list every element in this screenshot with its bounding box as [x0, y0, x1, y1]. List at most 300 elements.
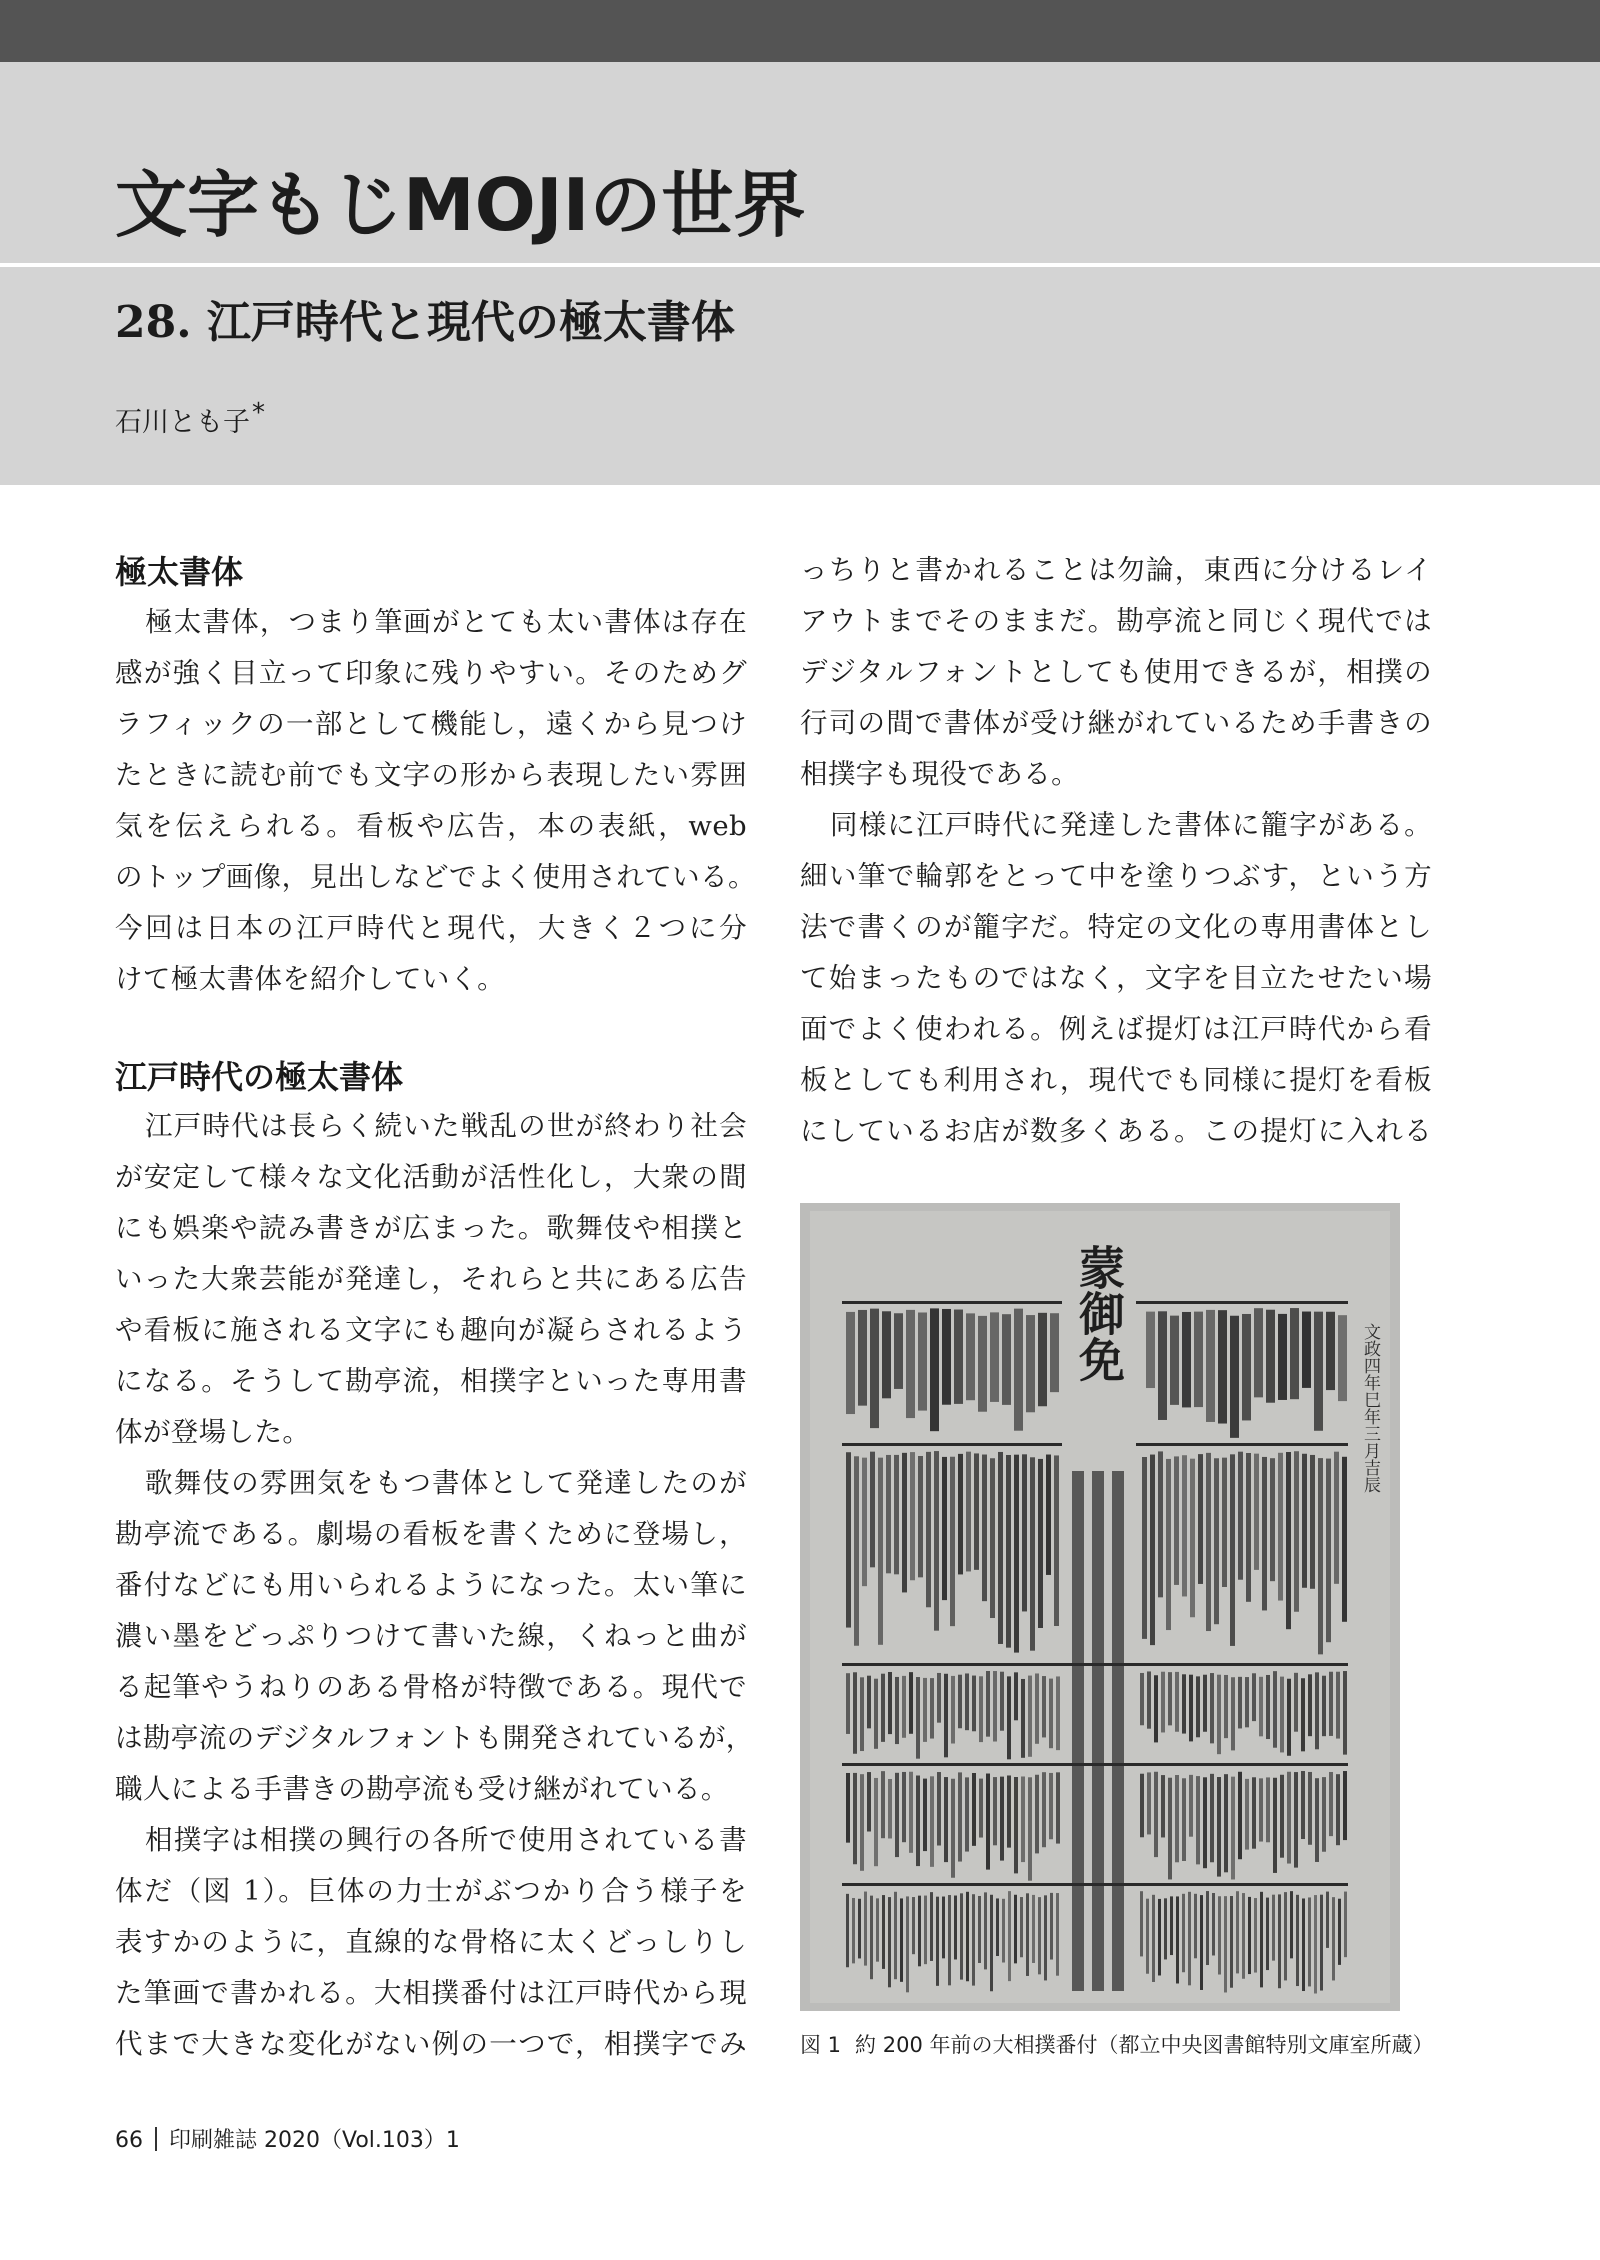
banzuke-text-column — [990, 1312, 999, 1402]
banzuke-text-column — [1314, 1895, 1317, 1993]
banzuke-text-column — [1334, 1452, 1339, 1584]
banzuke-text-column — [1182, 1674, 1186, 1733]
banzuke-text-column — [930, 1308, 939, 1431]
author-name: 石川とも子 — [115, 407, 250, 438]
banzuke-text-column — [1343, 1671, 1347, 1755]
banzuke-text-column — [858, 1310, 867, 1406]
banzuke-text-column — [978, 1896, 981, 1963]
banzuke-text-column — [944, 1777, 948, 1862]
banzuke-text-column — [870, 1452, 875, 1568]
banzuke-text-column — [1203, 1777, 1207, 1868]
banzuke-text-column — [870, 1309, 879, 1428]
paragraph-line: 体が登場した。 — [115, 1416, 311, 1448]
banzuke-text-column — [1161, 1775, 1165, 1837]
figure-caption — [800, 2030, 1432, 2060]
banzuke-text-column — [1342, 1457, 1347, 1622]
banzuke-text-column — [1007, 1676, 1011, 1759]
banzuke-text-column — [1175, 1672, 1179, 1732]
banzuke-image — [800, 1203, 1400, 2011]
paragraph-line: 表すかのように，直線的な骨格に太くどっしりし — [115, 1926, 747, 1958]
banzuke-text-column — [860, 1774, 864, 1871]
banzuke-text-column — [1254, 1454, 1259, 1570]
banzuke-text-column — [1336, 1774, 1340, 1845]
banzuke-text-column — [1252, 1673, 1256, 1721]
banzuke-text-column — [951, 1676, 955, 1744]
banzuke-text-column — [934, 1451, 939, 1631]
banzuke-text-column — [948, 1895, 951, 1985]
banzuke-text-column — [1245, 1779, 1249, 1850]
banzuke-text-column — [937, 1772, 941, 1845]
banzuke-rule — [842, 1663, 1348, 1666]
banzuke-text-column — [942, 1457, 947, 1600]
banzuke-text-column — [1168, 1778, 1172, 1880]
banzuke-text-column — [1343, 1771, 1347, 1840]
banzuke-text-column — [1170, 1896, 1173, 1955]
banzuke-text-column — [923, 1779, 927, 1851]
banzuke-text-column — [1344, 1892, 1347, 1958]
banzuke-text-column — [1301, 1678, 1305, 1751]
paragraph-line: 歌舞伎の雰囲気をもつ書体として発達したのが — [145, 1467, 747, 1499]
figure-sumo-banzuke — [800, 1203, 1400, 2011]
banzuke-text-column — [1272, 1895, 1275, 1961]
banzuke-text-column — [1273, 1778, 1277, 1873]
paragraph-line: いった大衆芸能が発達し，それらと共にある広告 — [115, 1263, 747, 1295]
banzuke-text-column — [1236, 1891, 1239, 1973]
journal-name: 印刷雑誌 2020（Vol.103）1 — [169, 2128, 460, 2153]
paragraph-line: 感が強く目立って印象に残りやすい。そのためグ — [115, 657, 747, 689]
banzuke-text-column — [1146, 1312, 1155, 1388]
banzuke-text-column — [1140, 1673, 1144, 1725]
banzuke-rule — [842, 1763, 1348, 1766]
banzuke-text-column — [1290, 1308, 1299, 1399]
banzuke-text-column — [1000, 1777, 1004, 1861]
banzuke-text-column — [951, 1779, 955, 1878]
banzuke-text-column — [1014, 1672, 1018, 1720]
banzuke-text-column — [1217, 1675, 1221, 1754]
banzuke-text-column — [1152, 1895, 1155, 1982]
banzuke-text-column — [1308, 1674, 1312, 1736]
banzuke-text-column — [954, 1896, 957, 1960]
banzuke-text-column — [1266, 1310, 1275, 1403]
banzuke-text-column — [979, 1779, 983, 1838]
banzuke-text-column — [965, 1673, 969, 1730]
figure-caption-number: 図 1 — [800, 2033, 842, 2057]
author-footnote-mark: * — [252, 398, 265, 428]
banzuke-text-column — [1242, 1314, 1251, 1420]
banzuke-text-column — [900, 1898, 903, 1981]
banzuke-text-column — [1214, 1458, 1219, 1624]
banzuke-text-column — [1026, 1315, 1035, 1412]
paragraph-line: 極太書体，つまり筆画がとても太い書体は存在 — [145, 606, 747, 638]
banzuke-center-title: 蒙御免 — [1072, 1244, 1126, 1382]
banzuke-text-column — [906, 1310, 915, 1418]
banzuke-text-column — [1302, 1312, 1311, 1388]
banzuke-text-column — [1203, 1675, 1207, 1732]
banzuke-text-column — [1164, 1898, 1167, 1959]
banzuke-rule — [842, 1883, 1348, 1886]
section-heading-gokubuto: 極太書体 — [115, 553, 244, 591]
banzuke-text-column — [910, 1452, 915, 1580]
banzuke-text-column — [894, 1455, 899, 1574]
banzuke-text-column — [1046, 1455, 1051, 1575]
banzuke-text-column — [966, 1452, 971, 1572]
banzuke-text-column — [1270, 1458, 1275, 1581]
banzuke-text-column — [1266, 1777, 1270, 1842]
banzuke-text-column — [972, 1773, 976, 1846]
banzuke-text-column — [1188, 1892, 1191, 1986]
banzuke-text-column — [950, 1457, 955, 1626]
banzuke-text-column — [1266, 1675, 1270, 1739]
banzuke-text-column — [1322, 1777, 1326, 1852]
banzuke-text-column — [1166, 1459, 1171, 1630]
paragraph-line: 体だ（図 1）。巨体の力士がぶつかり合う様子を — [115, 1875, 747, 1907]
banzuke-text-column — [1262, 1457, 1267, 1611]
banzuke-text-column — [972, 1676, 976, 1732]
banzuke-text-column — [1287, 1772, 1291, 1864]
paragraph-line: 代まで大きな変化がない例の一つで，相撲字でみ — [115, 2028, 747, 2060]
banzuke-text-column — [1230, 1316, 1239, 1438]
banzuke-text-column — [1035, 1673, 1039, 1743]
banzuke-text-column — [1014, 1895, 1017, 1964]
banzuke-text-column — [1190, 1459, 1195, 1618]
paragraph-line: 面でよく使われる。例えば提灯は江戸時代から看 — [800, 1013, 1432, 1045]
banzuke-text-column — [986, 1671, 990, 1737]
banzuke-text-column — [1050, 1313, 1059, 1392]
banzuke-text-column — [979, 1676, 983, 1742]
banzuke-text-column — [1196, 1776, 1200, 1864]
banzuke-text-column — [1000, 1672, 1004, 1731]
banzuke-text-column — [1038, 1459, 1043, 1628]
paragraph-line: アウトまでそのままだ。勘亭流と同じく現代では — [800, 605, 1432, 637]
banzuke-text-column — [1308, 1897, 1311, 1986]
banzuke-text-column — [1210, 1774, 1214, 1862]
banzuke-text-column — [860, 1677, 864, 1751]
banzuke-text-column — [909, 1772, 913, 1853]
banzuke-text-column — [1336, 1672, 1340, 1739]
banzuke-text-column — [1174, 1456, 1179, 1585]
banzuke-text-column — [982, 1455, 987, 1602]
banzuke-text-column — [1318, 1458, 1323, 1654]
banzuke-text-column — [1161, 1672, 1165, 1733]
paragraph-line: 職人による手書きの勘亭流も受け継がれている。 — [115, 1773, 729, 1805]
banzuke-text-column — [854, 1456, 859, 1645]
paragraph-line: 濃い墨をどっぷりつけて書いた線，くねっと曲が — [115, 1620, 747, 1652]
banzuke-text-column — [895, 1773, 899, 1857]
banzuke-text-column — [1189, 1675, 1193, 1742]
banzuke-text-column — [1326, 1312, 1335, 1390]
banzuke-text-column — [930, 1678, 934, 1738]
banzuke-text-column — [1246, 1453, 1251, 1602]
paragraph-line: けて極太書体を紹介していく。 — [115, 963, 506, 995]
banzuke-text-column — [1260, 1892, 1263, 1988]
banzuke-text-column — [1042, 1772, 1046, 1847]
banzuke-text-column — [1206, 1310, 1215, 1422]
paragraph-line: のトップ画像，見出しなどでよく使用されている。 — [115, 861, 756, 893]
banzuke-text-column — [966, 1892, 969, 1981]
banzuke-text-column — [1196, 1676, 1200, 1737]
banzuke-text-column — [846, 1673, 850, 1734]
paragraph-line: が安定して様々な文化活動が活性化し，大衆の間 — [115, 1161, 747, 1193]
banzuke-text-column — [906, 1896, 909, 1992]
banzuke-text-column — [1294, 1673, 1298, 1732]
banzuke-text-column — [1294, 1451, 1299, 1612]
banzuke-text-column — [1154, 1772, 1158, 1857]
banzuke-text-column — [1310, 1455, 1315, 1589]
banzuke-text-column — [1238, 1677, 1242, 1729]
banzuke-text-column — [996, 1898, 999, 1956]
banzuke-text-column — [1054, 1455, 1059, 1626]
banzuke-text-column — [990, 1458, 995, 1618]
banzuke-text-column — [1286, 1452, 1291, 1629]
banzuke-text-column — [1308, 1772, 1312, 1845]
banzuke-text-column — [1150, 1455, 1155, 1646]
banzuke-text-column — [942, 1309, 951, 1405]
banzuke-center-column — [1112, 1471, 1124, 1991]
figure-caption-text: 約 200 年前の大相撲番付（都立中央図書館特別文庫室所蔵） — [855, 2033, 1434, 2057]
banzuke-text-column — [1020, 1897, 1023, 1957]
banzuke-text-column — [902, 1772, 906, 1842]
banzuke-text-column — [1238, 1452, 1243, 1580]
banzuke-text-column — [1254, 1898, 1257, 1973]
banzuke-text-column — [993, 1671, 997, 1741]
banzuke-text-column — [1002, 1899, 1005, 1963]
banzuke-text-column — [1259, 1677, 1263, 1737]
paragraph-line: になる。そうして勘亭流，相撲字といった専用書 — [115, 1365, 747, 1397]
banzuke-text-column — [1248, 1897, 1251, 1974]
top-bar — [0, 0, 1600, 62]
banzuke-text-column — [1182, 1312, 1191, 1407]
banzuke-text-column — [881, 1771, 885, 1838]
banzuke-text-column — [916, 1677, 920, 1759]
banzuke-text-column — [1322, 1676, 1326, 1736]
banzuke-text-column — [862, 1458, 867, 1587]
banzuke-text-column — [1035, 1775, 1039, 1854]
banzuke-text-column — [1002, 1314, 1011, 1405]
banzuke-text-column — [918, 1896, 921, 1967]
banzuke-text-column — [867, 1772, 871, 1831]
banzuke-text-column — [1014, 1777, 1018, 1873]
banzuke-text-column — [1050, 1893, 1053, 1960]
paragraph-line: にも娯楽や読み書きが広まった。歌舞伎や相撲と — [115, 1212, 747, 1244]
banzuke-text-column — [874, 1679, 878, 1749]
banzuke-text-column — [1301, 1771, 1305, 1839]
banzuke-text-column — [923, 1678, 927, 1742]
banzuke-text-column — [1266, 1898, 1269, 1970]
banzuke-text-column — [1315, 1778, 1319, 1862]
banzuke-text-column — [1218, 1310, 1227, 1423]
banzuke-text-column — [966, 1313, 975, 1400]
author — [115, 395, 265, 441]
banzuke-text-column — [1231, 1677, 1235, 1750]
banzuke-text-column — [1315, 1672, 1319, 1749]
paragraph-line: 気を伝えられる。看板や広告，本の表紙，web — [115, 810, 747, 842]
paragraph-line: 江戸時代は長らく続いた戦乱の世が終わり社会 — [145, 1110, 747, 1142]
banzuke-text-column — [993, 1777, 997, 1845]
banzuke-text-column — [1038, 1313, 1047, 1406]
banzuke-text-column — [974, 1453, 979, 1569]
banzuke-text-column — [1154, 1675, 1158, 1742]
footer-separator — [155, 2127, 157, 2151]
banzuke-text-column — [1326, 1892, 1329, 1948]
article-title: 28. 江戸時代と現代の極太書体 — [115, 297, 735, 348]
banzuke-text-column — [1014, 1455, 1019, 1653]
paragraph-line: 板としても利用され，現代でも同様に提灯を看板 — [800, 1064, 1432, 1096]
banzuke-text-column — [1026, 1893, 1029, 1976]
banzuke-text-column — [916, 1776, 920, 1867]
banzuke-text-column — [1332, 1897, 1335, 1980]
paragraph-line: 細い筆で輪郭をとって中を塗りつぶす，という方 — [800, 860, 1432, 892]
banzuke-text-column — [846, 1312, 855, 1414]
banzuke-text-column — [853, 1672, 857, 1753]
banzuke-text-column — [1278, 1314, 1287, 1400]
banzuke-text-column — [886, 1455, 891, 1573]
banzuke-text-column — [882, 1311, 891, 1398]
banzuke-text-column — [1030, 1457, 1035, 1650]
banzuke-text-column — [1222, 1458, 1227, 1587]
paragraph-line: デジタルフォントとしても使用できるが，相撲の — [800, 656, 1432, 688]
series-title: 文字もじMOJIの世界 — [115, 163, 806, 247]
banzuke-text-column — [1056, 1893, 1059, 1976]
banzuke-text-column — [1146, 1899, 1149, 1974]
banzuke-text-column — [1326, 1459, 1331, 1643]
banzuke-text-column — [878, 1458, 883, 1645]
banzuke-text-column — [1032, 1895, 1035, 1963]
banzuke-text-column — [918, 1312, 927, 1410]
banzuke-text-column — [1140, 1774, 1144, 1838]
banzuke-text-column — [888, 1672, 892, 1734]
banzuke-text-column — [882, 1895, 885, 1969]
banzuke-text-column — [965, 1777, 969, 1851]
banzuke-text-column — [1158, 1899, 1161, 1976]
banzuke-text-column — [926, 1452, 931, 1607]
banzuke-text-column — [912, 1897, 915, 1954]
banzuke-text-column — [858, 1899, 861, 1959]
paragraph-line: 法で書くのが籠字だ。特定の文化の専用書体とし — [800, 911, 1432, 943]
banzuke-text-column — [1056, 1676, 1060, 1750]
banzuke-text-column — [1231, 1777, 1235, 1880]
banzuke-text-column — [960, 1893, 963, 1979]
banzuke-text-column — [1320, 1895, 1323, 1991]
banzuke-text-column — [1056, 1772, 1060, 1843]
paragraph-line: ラフィックの一部として機能し，遠くから見つけ — [115, 708, 747, 740]
banzuke-text-column — [1008, 1891, 1011, 1981]
paragraph-line: 相撲字も現役である。 — [800, 758, 1079, 790]
banzuke-text-column — [1168, 1672, 1172, 1725]
banzuke-text-column — [1296, 1895, 1299, 1986]
banzuke-text-column — [894, 1892, 897, 1979]
banzuke-text-column — [978, 1316, 987, 1412]
banzuke-text-column — [1338, 1315, 1347, 1401]
banzuke-text-column — [846, 1773, 850, 1843]
banzuke-text-column — [958, 1675, 962, 1729]
banzuke-text-column — [998, 1452, 1003, 1644]
page-number: 66 — [115, 2128, 143, 2153]
banzuke-text-column — [1338, 1899, 1341, 1965]
banzuke-text-column — [1252, 1777, 1256, 1848]
banzuke-text-column — [1198, 1454, 1203, 1584]
banzuke-text-column — [1147, 1671, 1151, 1728]
banzuke-text-column — [902, 1453, 907, 1593]
paragraph-line: 行司の間で書体が受け継がれているため手書きの — [800, 707, 1432, 739]
banzuke-text-column — [942, 1897, 945, 1959]
banzuke-text-column — [846, 1894, 849, 1967]
paragraph-line: 同様に江戸時代に発達した書体に籠字がある。 — [830, 809, 1432, 841]
banzuke-text-column — [1206, 1453, 1211, 1631]
banzuke-text-column — [1028, 1676, 1032, 1757]
banzuke-text-column — [1049, 1773, 1053, 1839]
banzuke-text-column — [1242, 1893, 1245, 1979]
banzuke-text-column — [864, 1892, 867, 1966]
banzuke-text-column — [1021, 1776, 1025, 1862]
banzuke-text-column — [924, 1896, 927, 1965]
banzuke-text-column — [944, 1674, 948, 1758]
banzuke-text-column — [1238, 1772, 1242, 1859]
paragraph-line: や看板に施される文字にも趣向が凝らされるよう — [115, 1314, 747, 1346]
banzuke-text-column — [1142, 1457, 1147, 1639]
banzuke-text-column — [1273, 1671, 1277, 1748]
banzuke-text-column — [1182, 1894, 1185, 1972]
banzuke-text-column — [1022, 1454, 1027, 1611]
paragraph-line: 相撲字は相撲の興行の各所で使用されている書 — [145, 1824, 747, 1856]
banzuke-text-column — [909, 1672, 913, 1734]
paragraph-line: は勘亭流のデジタルフォントも開発されているが， — [115, 1722, 754, 1754]
paragraph-line: て始まったものではなく，文字を目立たせたい場 — [800, 962, 1432, 994]
banzuke-text-column — [958, 1772, 962, 1861]
banzuke-text-column — [881, 1674, 885, 1742]
paragraph-line: 今回は日本の江戸時代と現代，大きく２つに分 — [115, 912, 747, 944]
banzuke-text-column — [1294, 1772, 1298, 1868]
banzuke-text-column — [894, 1313, 903, 1389]
banzuke-text-column — [1224, 1896, 1227, 1992]
banzuke-text-column — [1021, 1679, 1025, 1758]
banzuke-text-column — [1302, 1454, 1307, 1588]
banzuke-text-column — [1284, 1892, 1287, 1980]
banzuke-text-column — [870, 1896, 873, 1980]
banzuke-text-column — [937, 1673, 941, 1723]
banzuke-text-column — [902, 1676, 906, 1738]
banzuke-text-column — [895, 1677, 899, 1744]
banzuke-text-column — [986, 1774, 990, 1870]
banzuke-text-column — [1290, 1891, 1293, 1958]
banzuke-text-column — [1278, 1894, 1281, 1988]
page-footer — [115, 2126, 460, 2156]
banzuke-text-column — [1302, 1898, 1305, 1991]
banzuke-text-column — [1224, 1774, 1228, 1872]
banzuke-text-column — [1170, 1316, 1179, 1405]
banzuke-text-column — [1329, 1772, 1333, 1836]
section-heading-edo: 江戸時代の極太書体 — [115, 1058, 404, 1096]
banzuke-text-column — [1212, 1893, 1215, 1955]
banzuke-text-column — [1329, 1672, 1333, 1736]
banzuke-text-column — [1200, 1895, 1203, 1990]
banzuke-text-column — [1217, 1777, 1221, 1877]
banzuke-date: 文政四年巳年三月吉辰 — [1360, 1323, 1380, 1493]
banzuke-text-column — [1158, 1451, 1163, 1597]
banzuke-text-column — [1006, 1455, 1011, 1648]
banzuke-text-column — [954, 1310, 963, 1404]
banzuke-text-column — [1230, 1454, 1235, 1646]
banzuke-text-column — [1280, 1677, 1284, 1753]
paragraph-line: にしているお店が数多くある。この提灯に入れる — [800, 1115, 1432, 1147]
banzuke-text-column — [1194, 1894, 1197, 1958]
banzuke-text-column — [888, 1897, 891, 1987]
banzuke-text-column — [1210, 1673, 1214, 1743]
banzuke-text-column — [1259, 1778, 1263, 1841]
banzuke-text-column — [1224, 1675, 1228, 1738]
banzuke-text-column — [1287, 1679, 1291, 1756]
paragraph-line: たときに読む前でも文字の形から表現したい雰囲 — [115, 759, 747, 791]
paragraph-line: っちりと書かれることは勿論，東西に分けるレイ — [800, 554, 1432, 586]
